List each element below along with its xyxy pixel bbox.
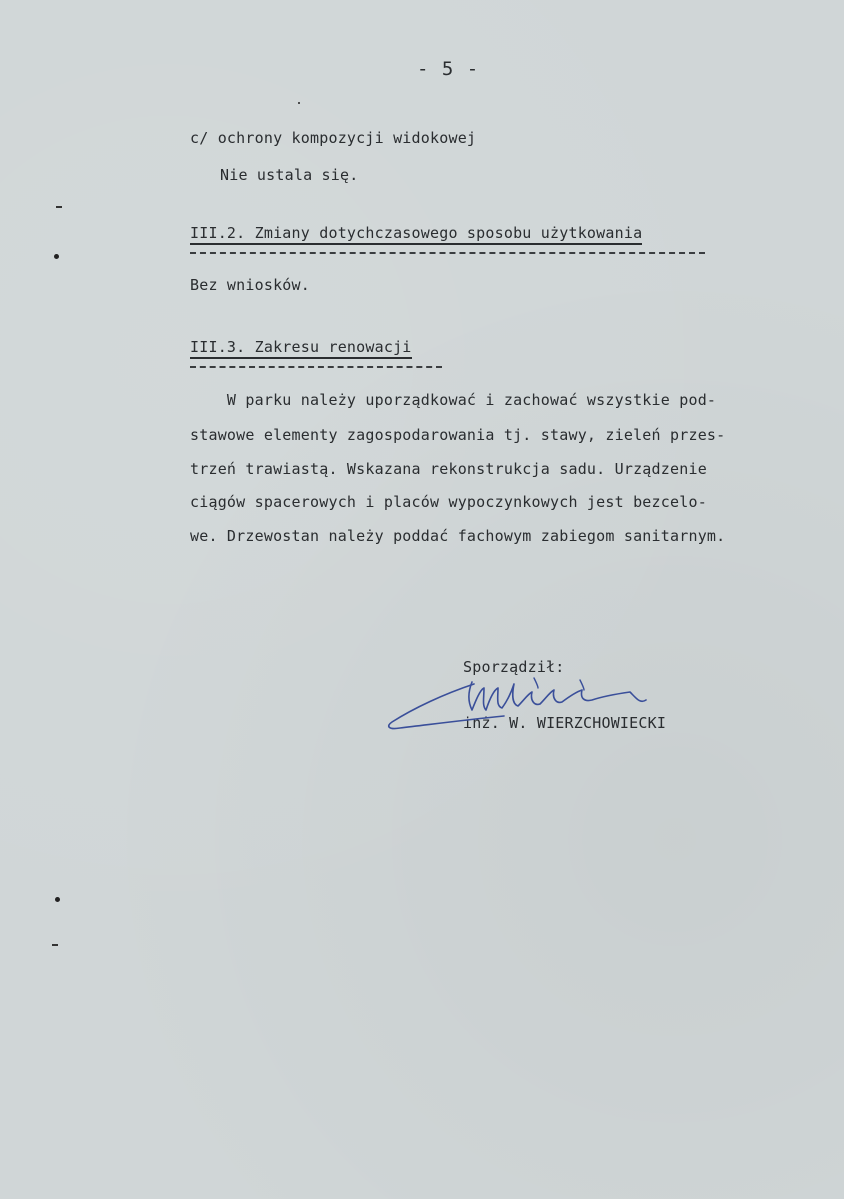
section-c-text: Nie ustala się. bbox=[220, 166, 359, 184]
section-3-2-text: Bez wniosków. bbox=[190, 276, 310, 294]
signatory-name: inż. W. WIERZCHOWIECKI bbox=[463, 714, 667, 732]
paragraph-line: stawowe elementy zagospodarowania tj. stawy, zieleń przes- bbox=[190, 426, 726, 444]
signature-label: Sporządził: bbox=[463, 658, 565, 676]
paragraph-line: ciągów spacerowych i placów wypoczynkowych jest bezcelo- bbox=[190, 493, 707, 511]
section-3-3-heading: III.3. Zakresu renowacji bbox=[190, 340, 412, 359]
binding-mark bbox=[55, 897, 60, 902]
section-3-2-heading: III.2. Zmiany dotychczasowego sposobu użytkowania bbox=[190, 226, 642, 245]
paragraph-line: trzeń trawiastą. Wskazana rekonstrukcja sadu. Urządzenie bbox=[190, 460, 707, 478]
section-c-heading: c/ ochrony kompozycji widokowej bbox=[190, 129, 477, 147]
section-3-2-underline bbox=[190, 252, 705, 254]
binding-mark bbox=[56, 206, 62, 208]
paragraph-line: we. Drzewostan należy poddać fachowym zabiegom sanitarnym. bbox=[190, 527, 726, 545]
page-number: - 5 - bbox=[417, 58, 480, 80]
binding-mark bbox=[52, 944, 58, 946]
section-3-3-underline bbox=[190, 366, 442, 368]
binding-mark bbox=[54, 254, 59, 259]
speck bbox=[298, 102, 300, 104]
handwritten-signature bbox=[384, 670, 667, 740]
paragraph-line: W parku należy uporządkować i zachować wszystkie pod- bbox=[190, 391, 717, 409]
